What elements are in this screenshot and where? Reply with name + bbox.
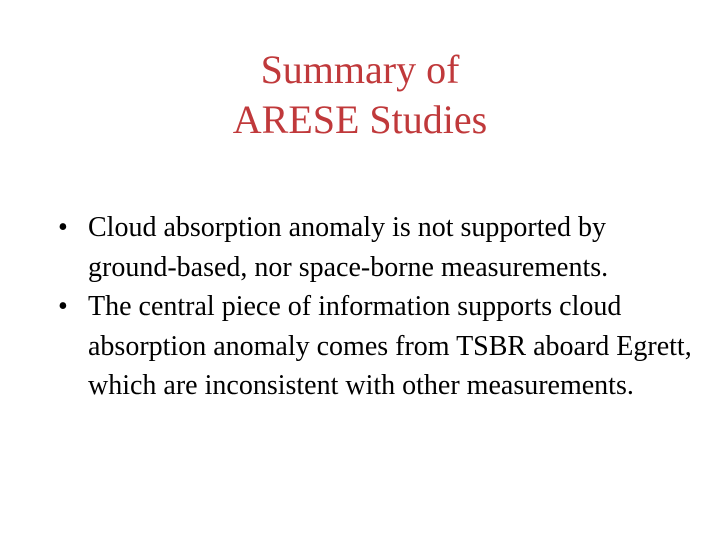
bullet-text: Cloud absorption anomaly is not supported by ground-based, nor space-borne measurements.: [88, 212, 609, 283]
title-line-1: Summary of: [260, 47, 460, 92]
bullet-item: [58, 287, 698, 406]
bullet-text: The central piece of information supports cloud absorption anomaly comes from TSBR aboard Egrett, which are inconsistent with other measurements.: [88, 291, 692, 401]
title-line-2: ARESE Studies: [232, 97, 488, 142]
bullet-list: [58, 208, 698, 406]
bullet-dot-icon: •: [58, 291, 68, 322]
slide-title: [0, 45, 720, 145]
bullet-item: [58, 208, 698, 287]
bullet-dot-icon: •: [58, 212, 68, 243]
